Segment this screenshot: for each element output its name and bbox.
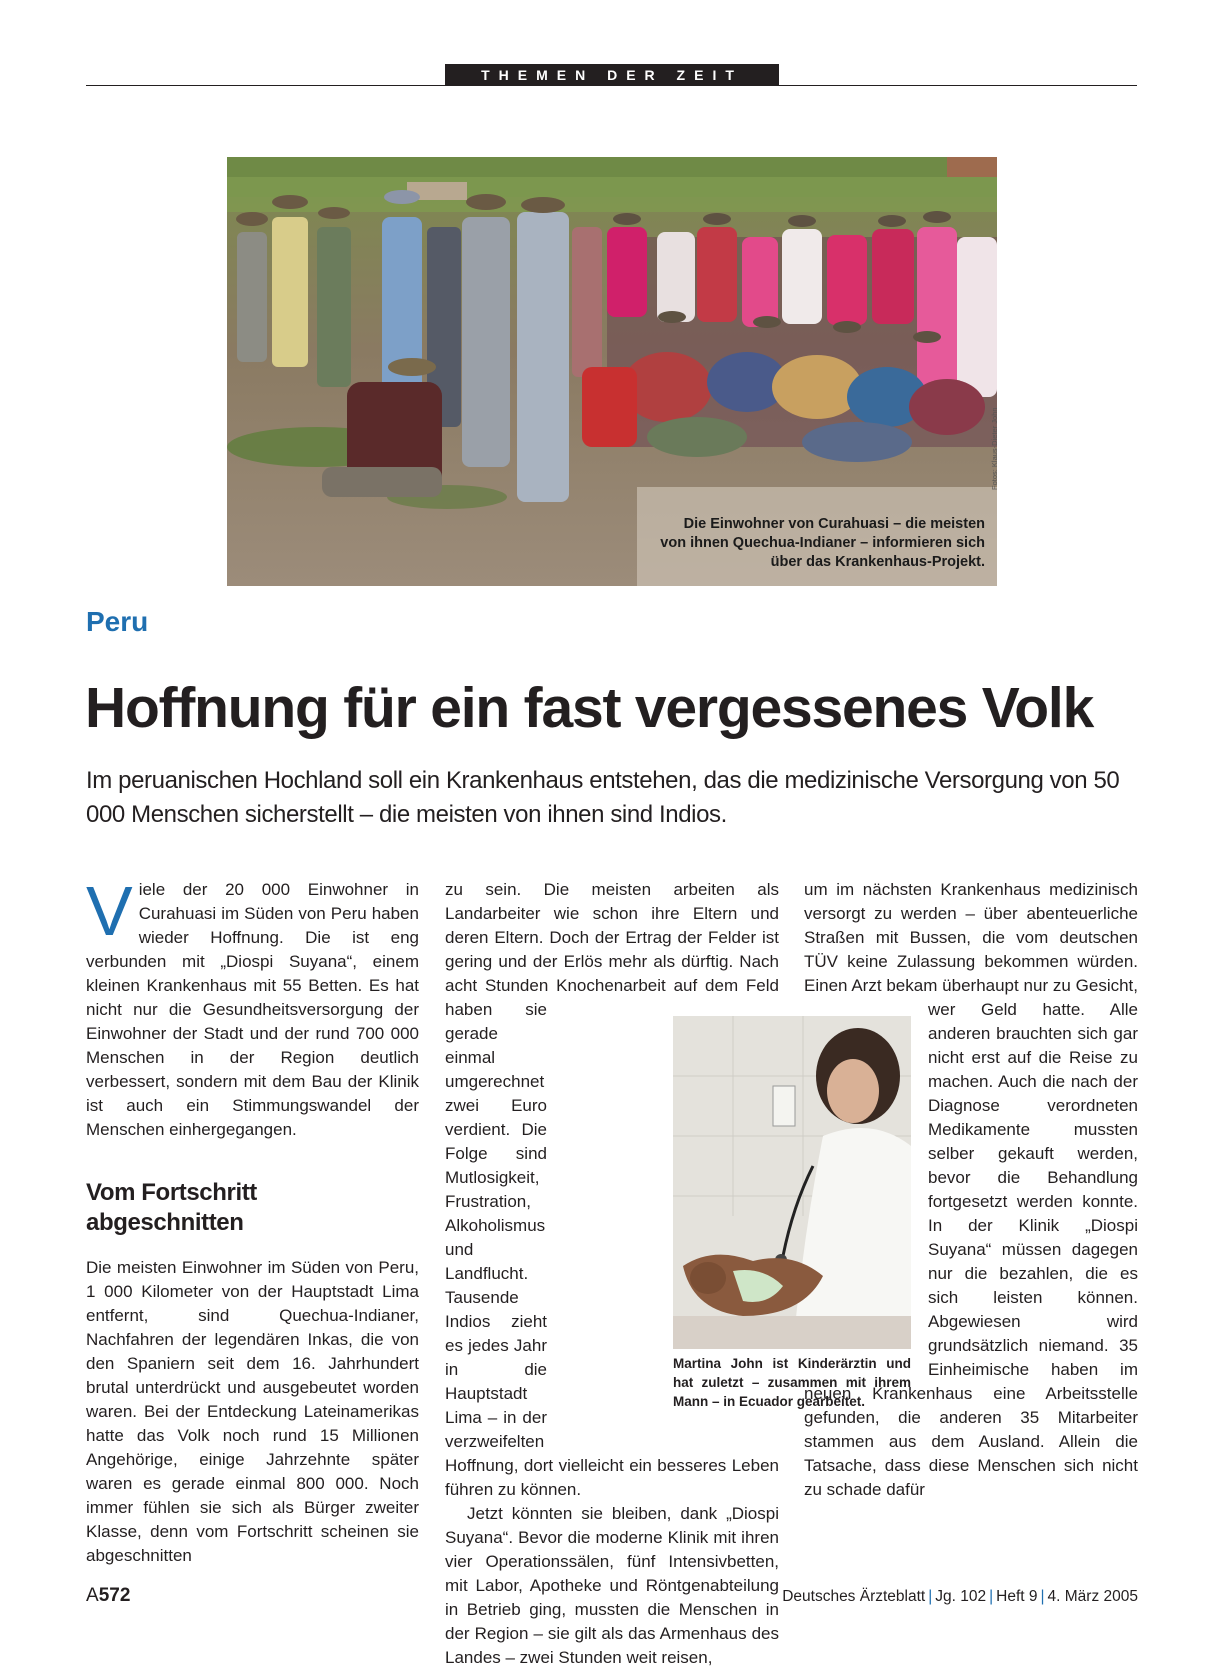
paragraph-intro-text: iele der 20 000 Einwohner in Curahuasi im Süden von Peru haben wieder Hoffnung. Die ist eng verbunden mit „Diospi Suyana“, einem kleinen Krankenhaus mit 55 Betten. Es hat nicht nur die Gesundheitsversorgung der Einwohner der Stadt und der rund 700 000 Menschen in der Region deutlich verbessert, sondern mit dem Bau der Klinik ist auch ein Stimmungswandel der Menschen einhergegangen.	[86, 880, 419, 1139]
doctor-photo-illustration	[673, 1016, 911, 1349]
journal-name: Deutsches Ärzteblatt	[782, 1588, 926, 1605]
inset-photo-caption: Martina John ist Kinderärztin und hat zuletzt – zusammen mit ihrem Mann – in Ecuador gearbeitet.	[673, 1356, 911, 1409]
paragraph-5: um im nächsten Krankenhaus medizinisch versorgt zu werden – über abenteuerliche Straßen mit Bussen, die vom deutschen TÜV keine Zulassung bekommen würden. Einen Arzt bekam überhaupt nur zu Gesicht, wer Geld hatte. Alle anderen brauchten sich gar nicht erst auf die Reise zu machen. Auch die nach der Diagnose verordneten Medikamente mussten selber gekauft werden, bevor die Behandlung fortgesetzt werden konnte. In der Klinik „Diospi Suyana“ müssen dagegen nur die bezahlen, die es sich leisten können. Abgewiesen wird grundsätzlich niemand. 35 Einheimische haben im neuen Krankenhaus eine Arbeitsstelle gefunden, die anderen 35 Mitarbeiter stammen aus dem Ausland. Allein die Tatsache, dass diese Menschen sich nicht zu schade dafür	[804, 880, 1138, 1499]
paragraph-2: Die meisten Einwohner im Süden von Peru, 1 000 Kilometer von der Hauptstadt Lima entfernt, sind Quechua-Indianer, Nachfahren der legendären Inkas, die von den Spaniern seit dem 16. Jahrhundert brutal unterdrückt und ausgebeutet worden waren. Bei der Entdeckung Lateinamerikas hatte das Volk noch rund 15 Millionen Angehörige, einige Jahrzehnte später waren es gerade einmal 800 000. Noch immer fühlen sie sich als Bürger zweiter Klasse, denn vom Fortschritt scheinen sie abgeschnitten	[86, 1258, 419, 1565]
page-number	[86, 1585, 130, 1607]
main-photo-caption: Die Einwohner von Curahuasi – die meisten von ihnen Quechua-Indianer – informieren sich über das Krankenhaus-Projekt.	[660, 516, 985, 570]
article-deck: Im peruanischen Hochland soll ein Krankenhaus entstehen, das die medizinische Versorgung von 50 000 Menschen sicherstellt – die meisten von ihnen sind Indios.	[86, 767, 1120, 828]
journal-volume: Jg. 102	[935, 1588, 987, 1605]
article-kicker: Peru	[86, 606, 149, 637]
article-headline: Hoffnung für ein fast vergessenes Volk	[85, 676, 1094, 740]
body-column-1	[86, 872, 419, 1568]
journal-date: 4. März 2005	[1047, 1588, 1138, 1605]
paragraph-4: Jetzt könnten sie bleiben, dank „Diospi Suyana“. Bevor die moderne Klinik mit ihren vier Operationssälen, fünf Intensivbetten, mit Labor, Apotheke und Röntgenabteilung in Betrieb ging, mussten die Menschen in der Region – sie gilt als das Armenhaus des Landes – zwei Stunden weit reisen,	[445, 1504, 779, 1667]
drop-cap: V	[86, 872, 133, 950]
separator: |	[928, 1588, 933, 1605]
paragraph-3-text: zu sein. Die meisten arbeiten als Landarbeiter wie schon ihre Eltern und deren Eltern. Doch der Ertrag der Felder ist gering und der Erlös mehr als dürftig. Nach acht Stunden Knochenarbeit auf dem Feld haben sie gerade einmal umgerechnet zwei Euro verdient. Die Folge sind Mutlosigkeit, Frustration, Alkoholismus und Landflucht. Tausende Indios zieht es jedes Jahr in die Hauptstadt Lima – in der verzweifelten Hoffnung, dort vielleicht ein besseres Leben führen zu können.	[445, 880, 779, 1499]
separator: |	[1040, 1588, 1045, 1605]
photo-credit: Fotos: Klaus-Dieter John	[990, 407, 999, 490]
page-number-value: 572	[98, 1585, 131, 1606]
journal-reference	[782, 1588, 1138, 1606]
inset-photo	[673, 1016, 911, 1349]
page-prefix: A	[86, 1585, 99, 1606]
journal-issue: Heft 9	[996, 1588, 1038, 1605]
section-subheading: Vom Fortschritt abgeschnitten	[86, 1179, 257, 1236]
section-label: THEMEN DER ZEIT	[445, 64, 779, 86]
paragraph-intro	[86, 872, 419, 1142]
main-photo	[227, 157, 997, 586]
separator: |	[989, 1588, 994, 1605]
